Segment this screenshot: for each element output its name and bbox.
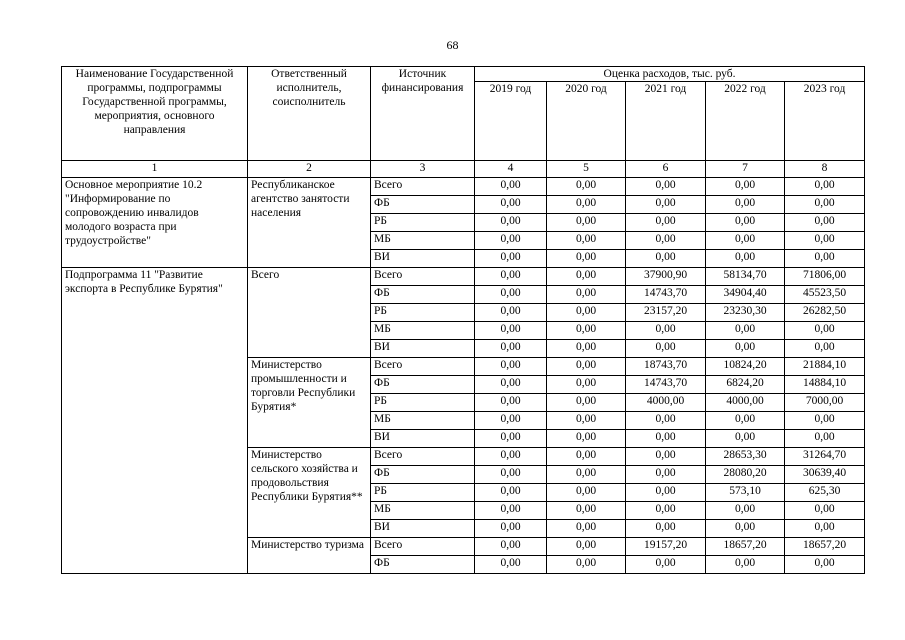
value-cell: 0,00 <box>547 394 626 412</box>
value-cell: 573,10 <box>706 484 785 502</box>
value-cell: 10824,20 <box>706 358 785 376</box>
value-cell: 0,00 <box>547 448 626 466</box>
value-cell: 0,00 <box>706 232 785 250</box>
funding-source-cell: МБ <box>371 232 475 250</box>
value-cell: 0,00 <box>626 196 706 214</box>
value-cell: 0,00 <box>475 502 547 520</box>
value-cell: 0,00 <box>475 304 547 322</box>
value-cell: 0,00 <box>547 322 626 340</box>
value-cell: 0,00 <box>706 520 785 538</box>
table-row <box>62 268 865 286</box>
responsible-cell: Всего <box>248 268 371 358</box>
header-year: 2021 год <box>626 82 706 161</box>
funding-source-cell: РБ <box>371 304 475 322</box>
value-cell: 28653,30 <box>706 448 785 466</box>
column-number: 7 <box>706 161 785 178</box>
value-cell: 26282,50 <box>785 304 865 322</box>
value-cell: 30639,40 <box>785 466 865 484</box>
value-cell: 0,00 <box>547 412 626 430</box>
value-cell: 0,00 <box>475 196 547 214</box>
value-cell: 0,00 <box>626 502 706 520</box>
value-cell: 18657,20 <box>706 538 785 556</box>
responsible-cell: Министерство промышленности и торговли Республики Бурятия* <box>248 358 371 448</box>
value-cell: 0,00 <box>626 430 706 448</box>
header-year: 2023 год <box>785 82 865 161</box>
funding-source-cell: РБ <box>371 484 475 502</box>
value-cell: 0,00 <box>626 214 706 232</box>
value-cell: 0,00 <box>706 178 785 196</box>
value-cell: 0,00 <box>475 286 547 304</box>
funding-source-cell: ВИ <box>371 520 475 538</box>
value-cell: 6824,20 <box>706 376 785 394</box>
column-numbers-row <box>62 161 865 178</box>
value-cell: 0,00 <box>706 430 785 448</box>
value-cell: 0,00 <box>547 520 626 538</box>
value-cell: 0,00 <box>475 430 547 448</box>
funding-source-cell: ФБ <box>371 556 475 574</box>
value-cell: 0,00 <box>706 322 785 340</box>
value-cell: 0,00 <box>706 502 785 520</box>
value-cell: 58134,70 <box>706 268 785 286</box>
value-cell: 19157,20 <box>626 538 706 556</box>
header-estimate: Оценка расходов, тыс. руб. <box>475 67 865 82</box>
funding-source-cell: ФБ <box>371 286 475 304</box>
column-number: 8 <box>785 161 865 178</box>
responsible-cell: Министерство туризма <box>248 538 371 574</box>
value-cell: 18743,70 <box>626 358 706 376</box>
column-number: 2 <box>248 161 371 178</box>
column-number: 4 <box>475 161 547 178</box>
value-cell: 23230,30 <box>706 304 785 322</box>
header-year: 2022 год <box>706 82 785 161</box>
value-cell: 71806,00 <box>785 268 865 286</box>
value-cell: 0,00 <box>547 502 626 520</box>
value-cell: 0,00 <box>785 322 865 340</box>
value-cell: 0,00 <box>547 430 626 448</box>
value-cell: 45523,50 <box>785 286 865 304</box>
value-cell: 0,00 <box>475 466 547 484</box>
value-cell: 0,00 <box>626 466 706 484</box>
value-cell: 0,00 <box>475 520 547 538</box>
funding-source-cell: Всего <box>371 538 475 556</box>
value-cell: 0,00 <box>547 250 626 268</box>
value-cell: 31264,70 <box>785 448 865 466</box>
value-cell: 18657,20 <box>785 538 865 556</box>
value-cell: 0,00 <box>785 214 865 232</box>
value-cell: 0,00 <box>475 268 547 286</box>
header-responsible: Ответственный исполнитель, соисполнитель <box>248 67 371 161</box>
column-number: 3 <box>371 161 475 178</box>
value-cell: 34904,40 <box>706 286 785 304</box>
value-cell: 0,00 <box>785 520 865 538</box>
value-cell: 21884,10 <box>785 358 865 376</box>
value-cell: 0,00 <box>706 250 785 268</box>
funding-source-cell: МБ <box>371 412 475 430</box>
value-cell: 0,00 <box>475 484 547 502</box>
value-cell: 0,00 <box>626 250 706 268</box>
value-cell: 0,00 <box>626 448 706 466</box>
value-cell: 14743,70 <box>626 376 706 394</box>
value-cell: 0,00 <box>706 412 785 430</box>
value-cell: 0,00 <box>626 484 706 502</box>
column-number: 1 <box>62 161 248 178</box>
value-cell: 14884,10 <box>785 376 865 394</box>
value-cell: 0,00 <box>626 322 706 340</box>
responsible-cell: Министерство сельского хозяйства и продовольствия Республики Бурятия** <box>248 448 371 538</box>
value-cell: 0,00 <box>547 214 626 232</box>
value-cell: 0,00 <box>547 538 626 556</box>
value-cell: 7000,00 <box>785 394 865 412</box>
value-cell: 0,00 <box>626 340 706 358</box>
value-cell: 14743,70 <box>626 286 706 304</box>
header-year: 2020 год <box>547 82 626 161</box>
value-cell: 0,00 <box>547 268 626 286</box>
value-cell: 0,00 <box>547 340 626 358</box>
value-cell: 0,00 <box>626 520 706 538</box>
header-source: Источник финансирования <box>371 67 475 161</box>
funding-source-cell: Всего <box>371 178 475 196</box>
value-cell: 0,00 <box>626 178 706 196</box>
value-cell: 0,00 <box>475 538 547 556</box>
value-cell: 0,00 <box>475 214 547 232</box>
funding-source-cell: МБ <box>371 502 475 520</box>
value-cell: 0,00 <box>547 358 626 376</box>
funding-source-cell: ВИ <box>371 340 475 358</box>
value-cell: 0,00 <box>706 196 785 214</box>
funding-source-cell: РБ <box>371 214 475 232</box>
funding-source-cell: МБ <box>371 322 475 340</box>
value-cell: 625,30 <box>785 484 865 502</box>
budget-table <box>61 66 865 574</box>
value-cell: 28080,20 <box>706 466 785 484</box>
table-body <box>62 178 865 574</box>
funding-source-cell: ФБ <box>371 196 475 214</box>
value-cell: 0,00 <box>475 394 547 412</box>
value-cell: 0,00 <box>785 196 865 214</box>
value-cell: 0,00 <box>475 448 547 466</box>
value-cell: 0,00 <box>706 340 785 358</box>
funding-source-cell: Всего <box>371 268 475 286</box>
column-number: 6 <box>626 161 706 178</box>
value-cell: 0,00 <box>475 250 547 268</box>
value-cell: 0,00 <box>475 232 547 250</box>
value-cell: 0,00 <box>475 358 547 376</box>
value-cell: 0,00 <box>626 232 706 250</box>
value-cell: 0,00 <box>547 556 626 574</box>
value-cell: 0,00 <box>475 178 547 196</box>
header-name: Наименование Государственной программы, подпрограммы Государственной программы, мероприятия, основного направления <box>62 67 248 161</box>
value-cell: 0,00 <box>547 484 626 502</box>
value-cell: 0,00 <box>547 196 626 214</box>
program-name-cell: Подпрограмма 11 "Развитие экспорта в Республике Бурятия" <box>62 268 248 574</box>
value-cell: 0,00 <box>785 412 865 430</box>
value-cell: 0,00 <box>785 502 865 520</box>
value-cell: 0,00 <box>475 322 547 340</box>
value-cell: 0,00 <box>547 466 626 484</box>
value-cell: 0,00 <box>626 556 706 574</box>
value-cell: 0,00 <box>785 232 865 250</box>
value-cell: 0,00 <box>547 286 626 304</box>
column-number: 5 <box>547 161 626 178</box>
value-cell: 0,00 <box>547 376 626 394</box>
header-row <box>62 67 865 82</box>
value-cell: 0,00 <box>785 340 865 358</box>
value-cell: 23157,20 <box>626 304 706 322</box>
value-cell: 37900,90 <box>626 268 706 286</box>
value-cell: 0,00 <box>785 556 865 574</box>
funding-source-cell: Всего <box>371 448 475 466</box>
value-cell: 0,00 <box>547 178 626 196</box>
value-cell: 0,00 <box>475 556 547 574</box>
value-cell: 0,00 <box>475 376 547 394</box>
value-cell: 0,00 <box>785 178 865 196</box>
value-cell: 4000,00 <box>706 394 785 412</box>
value-cell: 0,00 <box>475 412 547 430</box>
value-cell: 0,00 <box>547 232 626 250</box>
header-year: 2019 год <box>475 82 547 161</box>
value-cell: 4000,00 <box>626 394 706 412</box>
value-cell: 0,00 <box>475 340 547 358</box>
responsible-cell: Республиканское агентство занятости населения <box>248 178 371 268</box>
funding-source-cell: ФБ <box>371 376 475 394</box>
value-cell: 0,00 <box>785 250 865 268</box>
funding-source-cell: ВИ <box>371 250 475 268</box>
funding-source-cell: ФБ <box>371 466 475 484</box>
table-row <box>62 178 865 196</box>
funding-source-cell: Всего <box>371 358 475 376</box>
funding-source-cell: ВИ <box>371 430 475 448</box>
value-cell: 0,00 <box>706 214 785 232</box>
value-cell: 0,00 <box>626 412 706 430</box>
value-cell: 0,00 <box>706 556 785 574</box>
value-cell: 0,00 <box>785 430 865 448</box>
value-cell: 0,00 <box>547 304 626 322</box>
page-number: 68 <box>446 38 459 52</box>
funding-source-cell: РБ <box>371 394 475 412</box>
program-name-cell: Основное мероприятие 10.2 "Информирование по сопровождению инвалидов молодого возраста при трудоустройстве" <box>62 178 248 268</box>
